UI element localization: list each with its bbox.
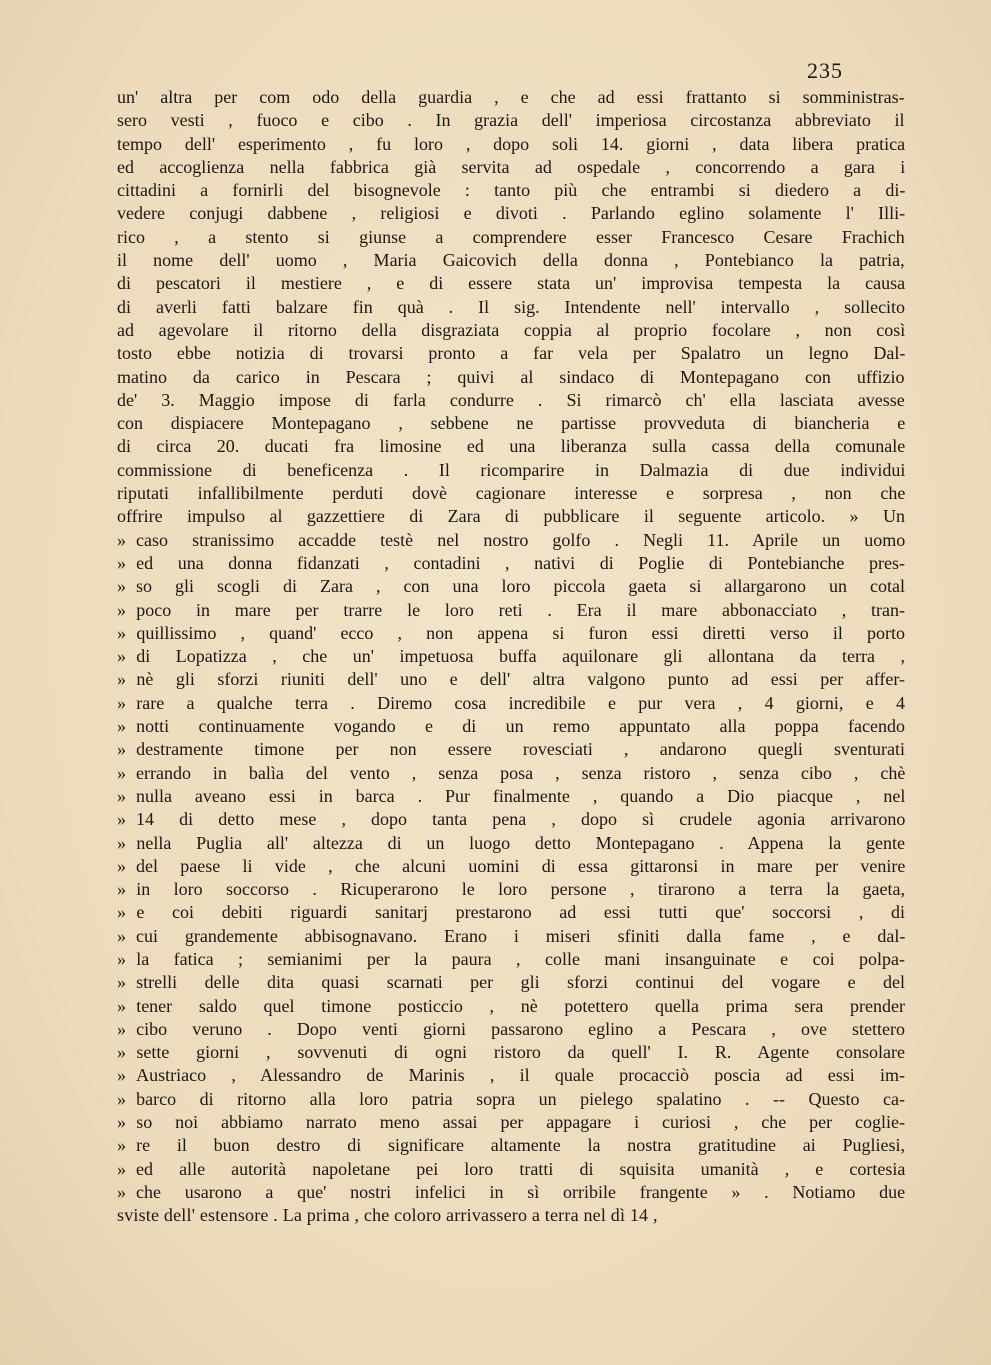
quotation-mark: » [117, 1042, 126, 1063]
quotation-mark: » [117, 925, 126, 946]
text-line [117, 785, 905, 808]
quotation-mark: » [117, 622, 126, 643]
text-line [117, 133, 905, 156]
quotation-mark: » [117, 529, 126, 550]
line-text: nè gli sforzi riuniti dell' uno e dell' altra valgono punto ad essi per affer- [136, 669, 905, 690]
line-text: vedere conjugi dabbene , religiosi e divoti . Parlando eglino solamente l' Illi- [117, 203, 906, 224]
line-text: re il buon destro di significare altamente la nostra gratitudine ai Pugliesi, [136, 1135, 905, 1156]
text-line [117, 1041, 905, 1064]
quotation-mark: » [117, 995, 126, 1016]
text-line [117, 1111, 905, 1134]
text-line [117, 156, 905, 179]
line-text: de' 3. Maggio impose di farla condurre . Si rimarcò ch' ella lasciata avesse [117, 389, 905, 410]
quotation-mark: » [117, 576, 126, 597]
line-text: di averli fatti balzare fin quà . Il sig. Intendente nell' intervallo , sollecito [117, 296, 906, 317]
line-text: 14 di detto mese , dopo tanta pena , dopo sì crudele agonia arrivarono [136, 809, 906, 830]
text-line [117, 692, 905, 715]
text-line [117, 622, 905, 645]
text-line [117, 995, 905, 1018]
line-text: ad agevolare il ritorno della disgraziata coppia al proprio focolare , non così [117, 319, 906, 340]
line-text: cibo veruno . Dopo venti giorni passarono eglino a Pescara , ove stettero [136, 1018, 905, 1039]
line-text: nulla aveano essi in barca . Pur finalmente , quando a Dio piacque , nel [136, 785, 906, 806]
quotation-mark: » [117, 739, 126, 760]
quotation-mark: » [117, 855, 126, 876]
quotation-mark: » [117, 716, 126, 737]
quotation-mark: » [117, 879, 126, 900]
line-text: ed alle autorità napoletane pei loro tratti di squisita umanità , e cortesia [136, 1158, 906, 1179]
line-text: poco in mare per trarre le loro reti . Era il mare abbonacciato , tran- [136, 599, 905, 620]
line-text: un' altra per com odo della guardia , e che ad essi frattanto si somministras- [117, 87, 905, 107]
text-line [117, 1181, 905, 1204]
quotation-mark: » [117, 832, 126, 853]
line-text: rare a qualche terra . Diremo cosa incredibile e pur vera , 4 giorni, e 4 [136, 692, 905, 713]
line-text: sviste dell' estensore . La prima , che coloro arrivassero a terra nel dì 14 , [117, 1205, 658, 1226]
text-line [117, 202, 905, 225]
text-line [117, 342, 905, 365]
quotation-mark: » [117, 902, 126, 923]
text-line [117, 575, 905, 598]
quotation-mark: » [117, 1158, 126, 1179]
line-text: notti continuamente vogando e di un remo appuntato alla poppa facendo [136, 716, 905, 737]
line-text: sette giorni , sovvenuti di ogni ristoro da quell' I. R. Agente consolare [136, 1042, 905, 1063]
line-text: so noi abbiamo narrato meno assai per appagare i curiosi , che per coglie- [136, 1112, 905, 1133]
text-line [117, 715, 905, 738]
page-number: 235 [807, 58, 843, 83]
line-text: tener saldo quel timone posticcio , nè potettero quella prima sera prender [136, 995, 905, 1016]
line-text: sero vesti , fuoco e cibo . In grazia dell' imperiosa circostanza abbreviato il [117, 110, 905, 131]
line-text: di pescatori il mestiere , e di essere stata un' improvisa tempesta la causa [117, 273, 906, 294]
quotation-mark: » [117, 692, 126, 713]
line-text: strelli delle dita quasi scarnati per gli sforzi continui del vogare e del [136, 972, 905, 993]
text-line [117, 925, 905, 948]
text-line [117, 435, 905, 458]
line-text: riputati infallibilmente perduti dovè cagionare interesse e sorpresa , non che [117, 483, 906, 504]
line-text: ed accoglienza nella fabbrica già servita ad ospedale , concorrendo a gara i [117, 156, 906, 177]
line-text: la fatica ; semianimi per la paura , colle mani insanguinate e coi polpa- [136, 948, 905, 969]
line-text: barco di ritorno alla loro patria sopra un pielego spalatino . -- Questo ca- [136, 1088, 905, 1109]
text-line [117, 832, 905, 855]
line-text: commissione di beneficenza . Il ricomparire in Dalmazia di due individui [117, 459, 906, 480]
line-text: cui grandemente abbisognavano. Erano i miseri sfiniti dalla fame , e dal- [136, 925, 906, 946]
text-line [117, 901, 905, 924]
line-text: in loro soccorso . Ricuperarono le loro persone , tirarono a terra la gaeta, [136, 879, 905, 900]
quotation-mark: » [117, 669, 126, 690]
text-line [117, 668, 905, 691]
line-text: il nome dell' uomo , Maria Gaicovich della donna , Pontebianco la patria, [117, 250, 905, 271]
text-line [117, 1064, 905, 1087]
text-line [117, 855, 905, 878]
line-text: quillissimo , quand' ecco , non appena si furon essi diretti verso il porto [136, 622, 905, 643]
quotation-mark: » [117, 948, 126, 969]
text-line [117, 226, 905, 249]
text-line [117, 86, 905, 109]
line-text: tempo dell' esperimento , fu loro , dopo soli 14. giorni , data libera pratica [117, 133, 906, 154]
text-line [117, 808, 905, 831]
text-line [117, 179, 905, 202]
text-line [117, 296, 905, 319]
line-text: so gli scogli di Zara , con una loro piccola gaeta si allargarono un cotal [136, 576, 906, 597]
quotation-mark: » [117, 972, 126, 993]
line-text: matino da carico in Pescara ; quivi al sindaco di Montepagano con uffizio [117, 366, 905, 387]
text-line [117, 948, 905, 971]
text-line [117, 1158, 905, 1181]
line-text: che usarono a que' nostri infelici in sì orribile frangente » . Notiamo due [136, 1181, 906, 1202]
text-line [117, 762, 905, 785]
quotation-mark: » [117, 762, 126, 783]
text-line [117, 738, 905, 761]
line-text: con dispiacere Montepagano , sebbene ne partisse provveduta di biancheria e [117, 413, 906, 434]
text-line [117, 645, 905, 668]
line-text: e coi debiti riguardi sanitarj prestarono ad essi tutti que' soccorsi , di [136, 902, 905, 923]
line-text: ed una donna fidanzati , contadini , nativi di Poglie di Pontebianche pres- [136, 552, 905, 573]
line-text: Austriaco , Alessandro de Marinis , il quale procacciò poscia ad essi im- [136, 1065, 905, 1086]
text-line [117, 878, 905, 901]
text-line [117, 505, 905, 528]
body-text [117, 86, 905, 1228]
text-line [117, 109, 905, 132]
text-line [117, 459, 905, 482]
line-text: cittadini a fornirli del bisognevole : tanto più che entrambi si diedero a di- [117, 180, 906, 201]
text-line [117, 319, 905, 342]
quotation-mark: » [117, 785, 126, 806]
text-line [117, 389, 905, 412]
text-line [117, 599, 905, 622]
line-text: rico , a stento si giunse a comprendere esser Francesco Cesare Frachich [117, 226, 905, 247]
quotation-mark: » [117, 646, 126, 667]
text-line [117, 529, 905, 552]
line-text: errando in balìa del vento , senza posa , senza ristoro , senza cibo , chè [136, 762, 906, 783]
quotation-mark: » [117, 552, 126, 573]
line-text: tosto ebbe notizia di trovarsi pronto a far vela per Spalatro un legno Dal- [117, 343, 906, 364]
text-line [117, 272, 905, 295]
text-line [117, 1018, 905, 1041]
line-text: offrire impulso al gazzettiere di Zara di pubblicare il seguente articolo. » Un [117, 506, 905, 527]
quotation-mark: » [117, 599, 126, 620]
quotation-mark: » [117, 1088, 126, 1109]
line-text: di Lopatizza , che un' impetuosa buffa aquilonare gli allontana da terra , [136, 646, 905, 667]
quotation-mark: » [117, 1181, 126, 1202]
text-line [117, 1134, 905, 1157]
text-line [117, 1204, 905, 1227]
quotation-mark: » [117, 1135, 126, 1156]
text-line [117, 412, 905, 435]
line-text: di circa 20. ducati fra limosine ed una liberanza sulla cassa della comunale [117, 436, 906, 457]
text-line [117, 482, 905, 505]
line-text: caso stranissimo accadde testè nel nostro golfo . Negli 11. Aprile un uomo [136, 529, 906, 550]
line-text: destramente timone per non essere rovesciati , andarono quegli sventurati [136, 739, 905, 760]
text-line [117, 366, 905, 389]
text-line [117, 971, 905, 994]
quotation-mark: » [117, 1018, 126, 1039]
text-line [117, 249, 905, 272]
line-text: nella Puglia all' altezza di un luogo detto Montepagano . Appena la gente [136, 832, 905, 853]
quotation-mark: » [117, 1112, 126, 1133]
quotation-mark: » [117, 809, 126, 830]
text-line [117, 1088, 905, 1111]
line-text: del paese li vide , che alcuni uomini di essa gittaronsi in mare per venire [136, 855, 906, 876]
text-line [117, 552, 905, 575]
quotation-mark: » [117, 1065, 126, 1086]
